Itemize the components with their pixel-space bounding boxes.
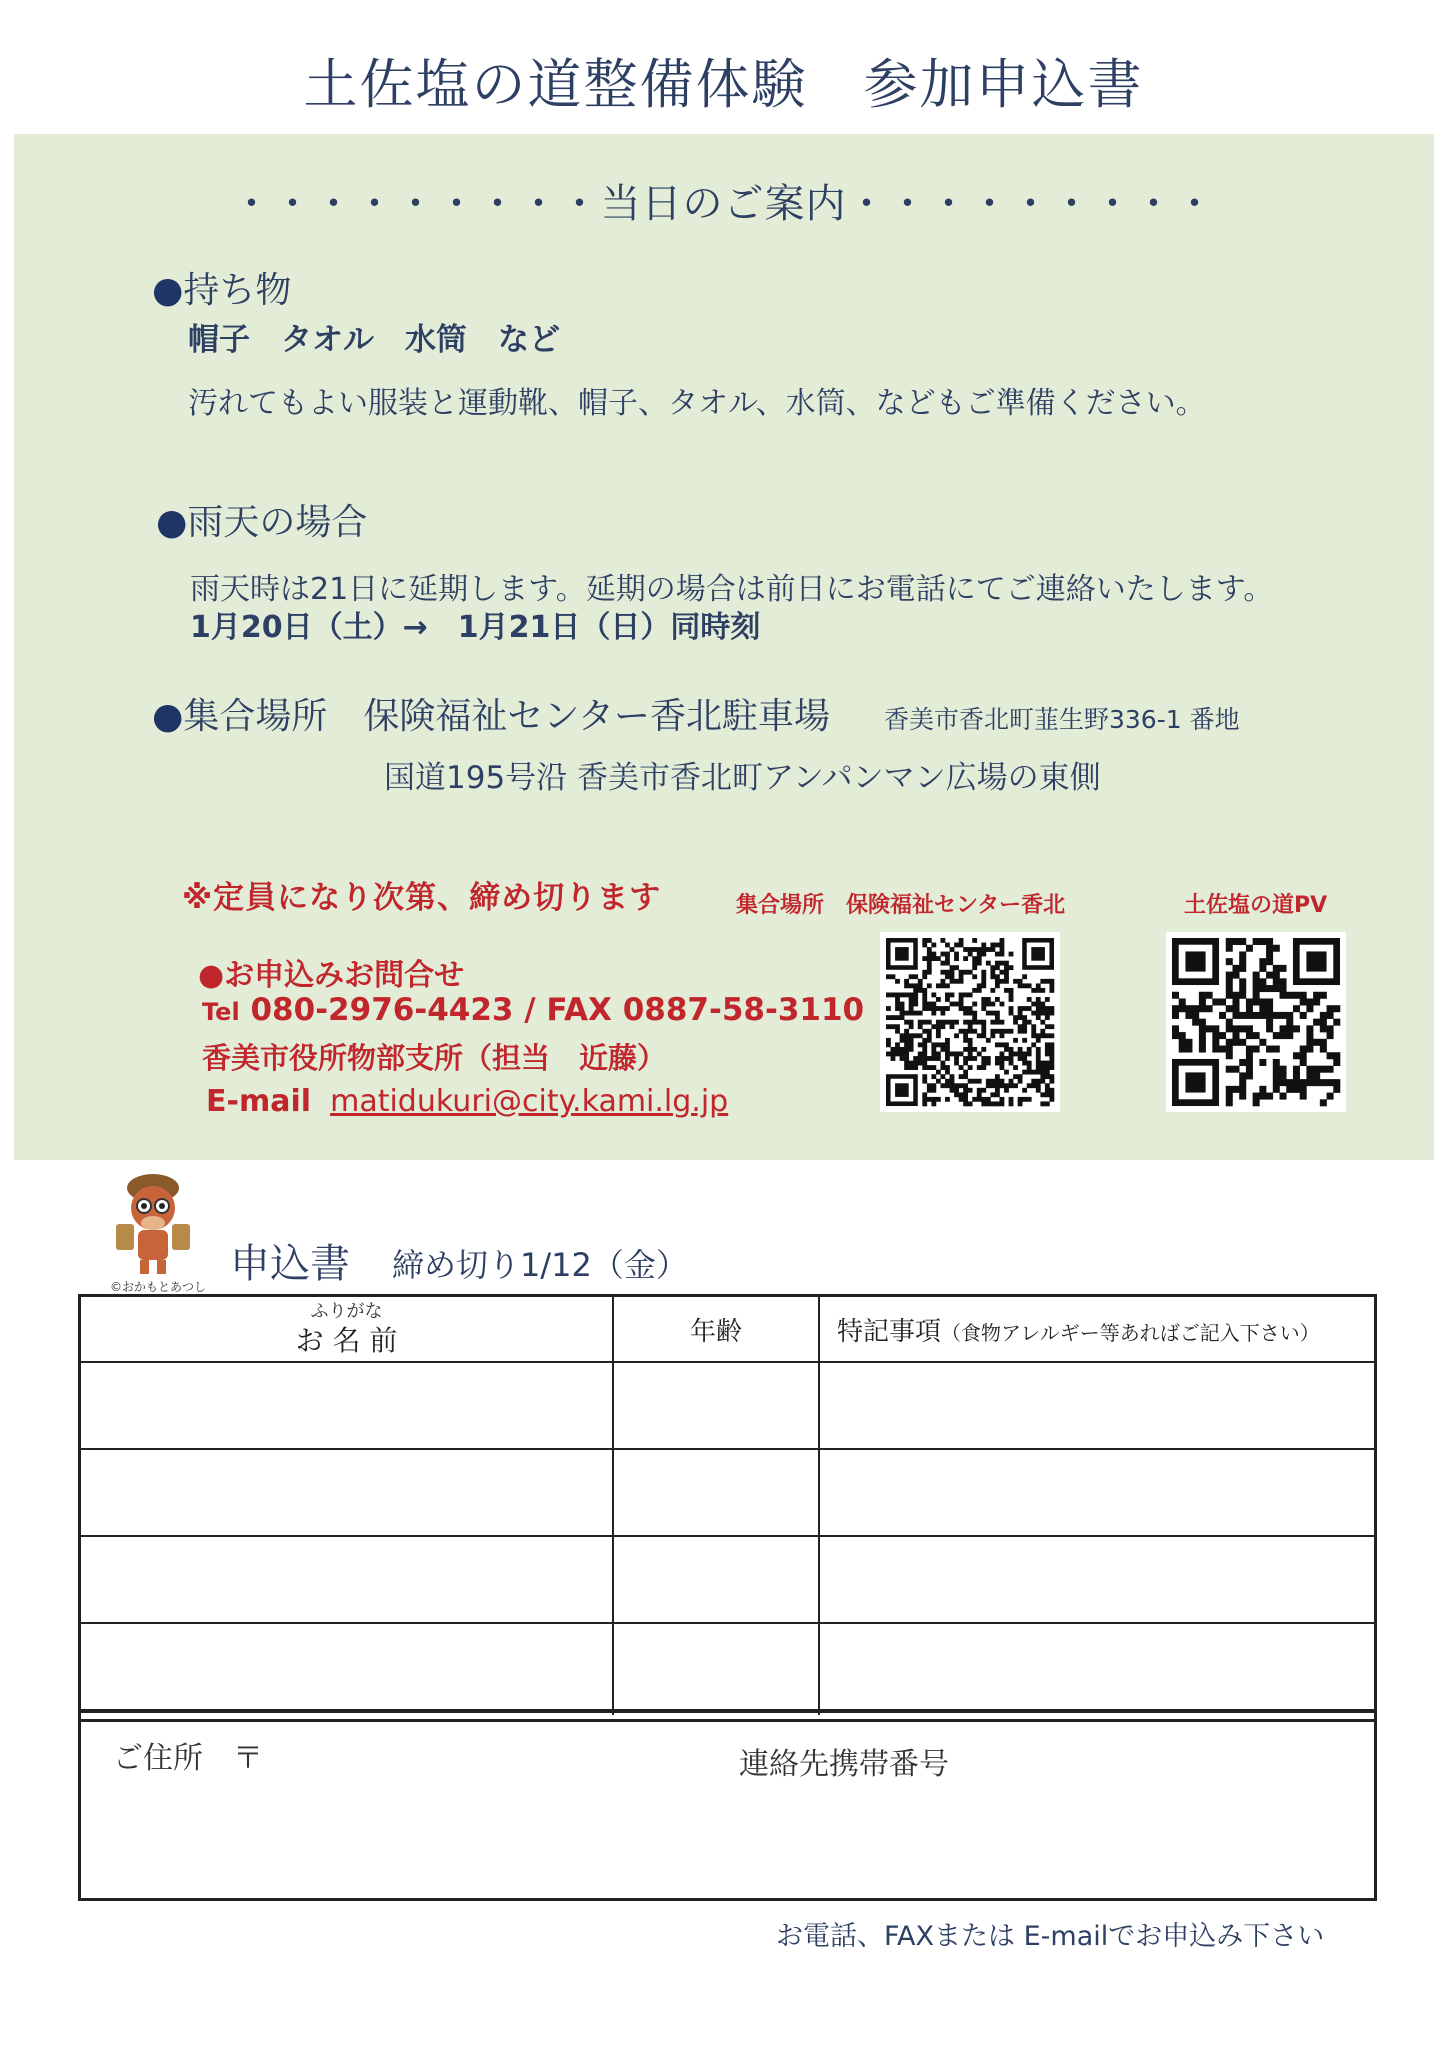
address-phone-box[interactable] (78, 1709, 1377, 1901)
deadline-notice: ※定員になり次第、締め切ります (182, 880, 662, 916)
meeting-address: 香美市香北町韮生野336-1 番地 (884, 705, 1240, 734)
email-label: E-mail (206, 1084, 312, 1119)
form-deadline: 締め切り1/12（金） (392, 1246, 688, 1284)
qr-code-meeting-place[interactable] (880, 932, 1060, 1112)
age-input-row-4[interactable] (614, 1624, 818, 1709)
footer-instruction: お電話、FAXまたは E-mailでお申込み下さい (776, 1921, 1325, 1952)
age-input-row-2[interactable] (614, 1450, 818, 1535)
rain-note: 雨天時は21日に延期します。延期の場合は前日にお電話にてご連絡いたします。 (190, 572, 1274, 607)
contact-office: 香美市役所物部支所（担当 近藤） (202, 1041, 667, 1075)
meeting-route: 国道195号沿 香美市香北町アンパンマン広場の東側 (384, 760, 1101, 796)
mascot-credit: ©おかもとあつし (110, 1280, 207, 1294)
name-input-row-1[interactable] (81, 1363, 612, 1448)
age-column-header: 年齢 (689, 1317, 742, 1347)
qr1-caption: 集合場所 保険福祉センター香北 (736, 893, 1066, 918)
guide-heading: ・・・・・・・・・当日のご案内・・・・・・・・・ (231, 181, 1216, 227)
mascot-illustration (108, 1168, 198, 1278)
rain-heading-text: 雨天の場合 (187, 502, 368, 543)
notes-input-row-2[interactable] (820, 1450, 1374, 1535)
belongings-note: 汚れてもよい服装と運動靴、帽子、タオル、水筒、などもご準備ください。 (188, 386, 1206, 421)
rain-heading (156, 494, 367, 545)
contact-email-line (206, 1084, 728, 1119)
tel-label: Tel (202, 998, 240, 1026)
contact-tel-line (202, 992, 864, 1028)
qr2-caption: 土佐塩の道PV (1184, 893, 1328, 918)
bullet-icon: ● (152, 696, 184, 737)
tel-number[interactable]: 080-2976-4423 / FAX 0887-58-3110 (250, 992, 865, 1028)
notes-input-row-3[interactable] (820, 1537, 1374, 1622)
qr-code-pv-video[interactable] (1166, 932, 1346, 1112)
notes-header-text: 特記事項 (837, 1317, 942, 1347)
meeting-heading-text: 集合場所 保険福祉センター香北駐車場 (183, 696, 830, 737)
form-title: 申込書 (230, 1241, 350, 1287)
email-link[interactable]: matidukuri@city.kami.lg.jp (330, 1084, 729, 1119)
belongings-heading (152, 262, 291, 313)
contact-heading-text: お申込みお問合せ (224, 958, 465, 993)
name-input-row-3[interactable] (81, 1537, 612, 1622)
belongings-items: 帽子 タオル 水筒 など (188, 322, 560, 358)
notes-header-sub: （食物アレルギー等あればご記入下さい） (941, 1321, 1320, 1345)
name-input-row-4[interactable] (81, 1624, 612, 1709)
rain-dates: 1月20日（土）→ 1月21日（日）同時刻 (190, 610, 761, 645)
address-label: ご住所 〒 (113, 1741, 263, 1776)
page-title: 土佐塩の道整備体験 参加申込書 (303, 53, 1144, 116)
name-ruby-label: ふりがな (310, 1301, 383, 1322)
bullet-icon: ● (198, 958, 225, 993)
belongings-heading-text: 持ち物 (183, 270, 292, 311)
bullet-icon: ● (152, 270, 184, 311)
age-input-row-3[interactable] (614, 1537, 818, 1622)
bullet-icon: ● (156, 502, 188, 543)
age-input-row-1[interactable] (614, 1363, 818, 1448)
name-column-header: お 名 前 (295, 1324, 398, 1357)
name-input-row-2[interactable] (81, 1450, 612, 1535)
notes-input-row-1[interactable] (820, 1363, 1374, 1448)
contact-heading (198, 950, 464, 994)
notes-input-row-4[interactable] (820, 1624, 1374, 1709)
notes-column-header (837, 1311, 1320, 1348)
application-table (78, 1294, 1377, 1722)
meeting-heading (152, 688, 830, 739)
phone-label: 連絡先携帯番号 (739, 1747, 949, 1782)
